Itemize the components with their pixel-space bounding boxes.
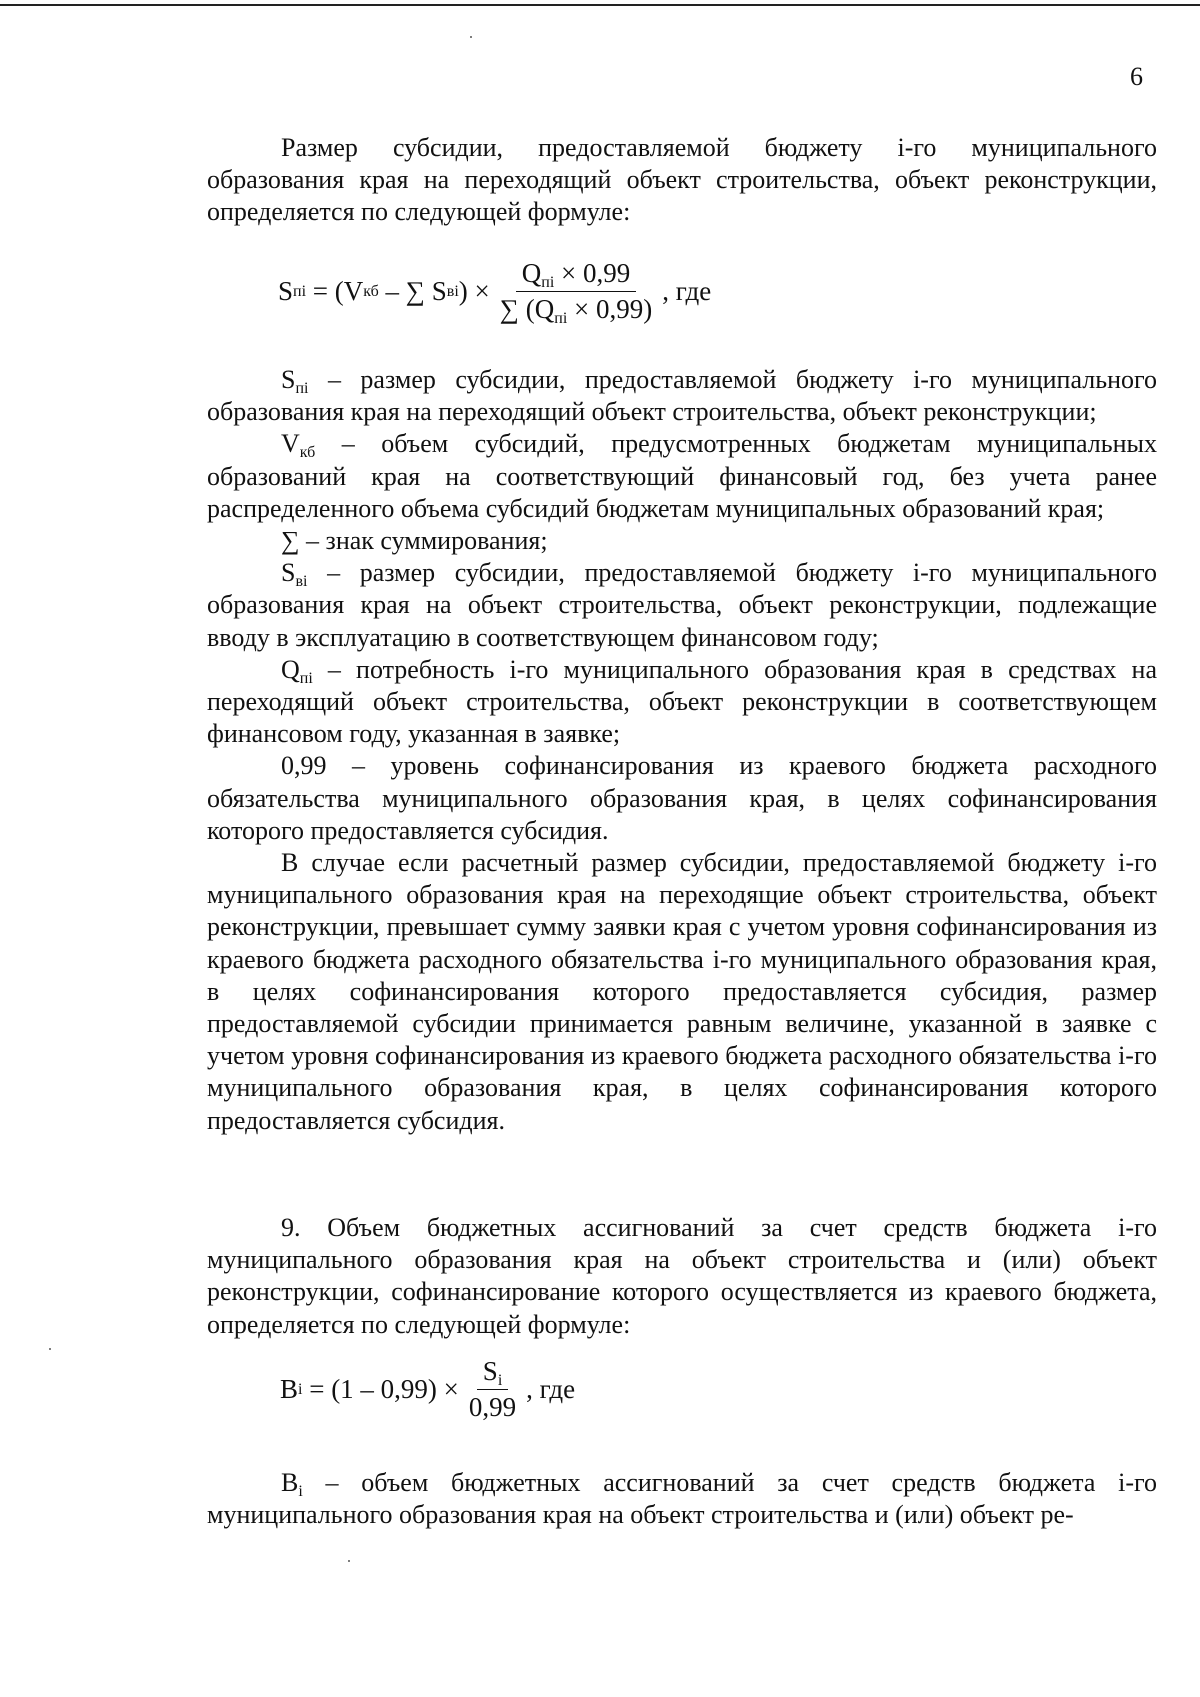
scan-speck bbox=[348, 1560, 350, 1562]
scan-speck bbox=[470, 36, 472, 38]
definition-coefficient bbox=[207, 750, 1157, 847]
case-paragraph: В случае если расчетный размер субсидии, предоставляемой бюджету i-го муниципального образования края на переходящие объект строительства, объект реконструкции, превышает сумму заявки края с учетом уровня софинансирования из краевого бюджета расходного обязательства i-го муниципального образования края, в целях софинансирования которого предоставляется субсидия, размер предоставляемой субсидии принимается равным величине, указанной в заявке с учетом уровня софинансирования из краевого бюджета расходного обязательства i-го муниципального образования края, в целях софинансирования которого предоставляется субсидия. bbox=[207, 848, 1157, 1135]
definition-qpi bbox=[207, 654, 1157, 751]
formula1-num-q-sub: пi bbox=[541, 274, 555, 291]
formula1-num-q: Q bbox=[521, 258, 542, 288]
section-9-paragraph: 9. Объем бюджетных ассигнований за счет средств бюджета i-го муниципального образования края на объект строительства и (или) объект реконструкции, софинансирование которого осуществляется из краевого бюджета, определяется по следующей формуле: bbox=[207, 1213, 1157, 1339]
formula-subsidy: S пi = (V кб – ∑ S вi ) × $\frac{Q_{пi} \times 0,99}{\sum (Q_{пi} \times 0,99)}$ , где bbox=[278, 258, 712, 327]
def-sum-symbol: ∑ bbox=[281, 526, 300, 556]
formula2-fraction bbox=[463, 1356, 522, 1423]
def-vkb-sub: кб bbox=[299, 444, 316, 462]
def-bi-sub: i bbox=[298, 1483, 303, 1500]
def-bi-text: – объем бюджетных ассигнований за счет средств бюджета i-го муниципального образования края на объект строительства и (или) объект ре- bbox=[207, 1468, 1157, 1530]
def-coef-text: – уровень софинансирования из краевого бюджета расходного обязательства муниципального образования края, в целях софинансирования которого предоставляется субсидия. bbox=[207, 751, 1157, 845]
definition-svi bbox=[207, 557, 1157, 654]
def-vkb-text: – объем субсидий, предусмотренных бюджетам муниципальных образований края на соответствующий финансовый год, без учета ранее распределенного объема субсидий бюджетам муниципальных образований края; bbox=[207, 429, 1157, 523]
intro-paragraph: Размер субсидии, предоставляемой бюджету i-го муниципального образования края на переходящий объект строительства, объект реконструкции, определяется по следующей формуле: bbox=[207, 133, 1157, 227]
formula1-close-times: ) × bbox=[458, 276, 490, 306]
formula2-where: , где bbox=[526, 1374, 576, 1404]
def-spi-text: – размер субсидии, предоставляемой бюджету i-го муниципального образования края на переходящий объект строительства, объект реконструкции; bbox=[207, 365, 1157, 427]
definition-spi bbox=[207, 364, 1157, 428]
formula1-eq-open: = (V bbox=[306, 276, 364, 306]
formula1-minus-sum: – ∑ S bbox=[378, 276, 447, 306]
definition-sum bbox=[207, 525, 1157, 557]
def-svi-symbol: S bbox=[281, 558, 296, 588]
formula1-num-rest: × 0,99 bbox=[554, 258, 631, 288]
formula1-den-q-sub: пi bbox=[554, 310, 568, 327]
formula2-num-s: S bbox=[482, 1356, 498, 1386]
scan-speck bbox=[49, 1348, 51, 1350]
def-spi-symbol: S bbox=[281, 365, 296, 394]
formula2-rhs: = (1 – 0,99) × bbox=[302, 1374, 459, 1404]
top-border-line bbox=[0, 4, 1200, 6]
formula2-denominator: 0,99 bbox=[468, 1392, 517, 1422]
formula1-numerator bbox=[516, 258, 637, 292]
def-qpi-text: – потребность i-го муниципального образования края в средствах на переходящий объект строительства, объект реконструкции в соответствующем финансовом году, указанная в заявке; bbox=[207, 654, 1157, 749]
formula2-numerator bbox=[477, 1356, 508, 1390]
def-qpi-symbol: Q bbox=[281, 654, 300, 684]
page-number: 6 bbox=[1130, 62, 1143, 91]
formula1-den-rest: × 0,99) bbox=[567, 294, 653, 324]
formula2-num-sub: i bbox=[497, 1372, 503, 1389]
formula-budget-allocation: B i = (1 – 0,99) × $\frac{S_i}{0,99}$ , где bbox=[280, 1356, 576, 1422]
definition-vkb bbox=[207, 428, 1157, 525]
formula1-den-open: ∑ (Q bbox=[499, 294, 555, 324]
def-spi-sub: пi bbox=[295, 380, 309, 397]
def-coef-symbol: 0,99 bbox=[281, 751, 327, 781]
formula1-denominator bbox=[494, 292, 658, 325]
formula1-fraction bbox=[494, 258, 658, 325]
def-svi-text: – размер субсидии, предоставляемой бюджету i-го муниципального образования края на объект строительства, объект реконструкции, подлежащие вводу в эксплуатацию в соответствующем финансовом году; bbox=[207, 558, 1157, 652]
def-vkb-symbol: V bbox=[281, 429, 300, 459]
def-bi-symbol: B bbox=[281, 1468, 299, 1497]
formula1-lhs: S bbox=[278, 276, 294, 306]
formula2-lhs: B bbox=[280, 1374, 299, 1404]
definition-bi bbox=[207, 1467, 1157, 1531]
formula1-where: , где bbox=[662, 276, 712, 306]
def-svi-sub: вi bbox=[295, 573, 308, 591]
def-sum-text: – знак суммирования; bbox=[299, 526, 548, 556]
definitions-block bbox=[207, 364, 1157, 1137]
def-qpi-sub: пi bbox=[299, 669, 313, 687]
